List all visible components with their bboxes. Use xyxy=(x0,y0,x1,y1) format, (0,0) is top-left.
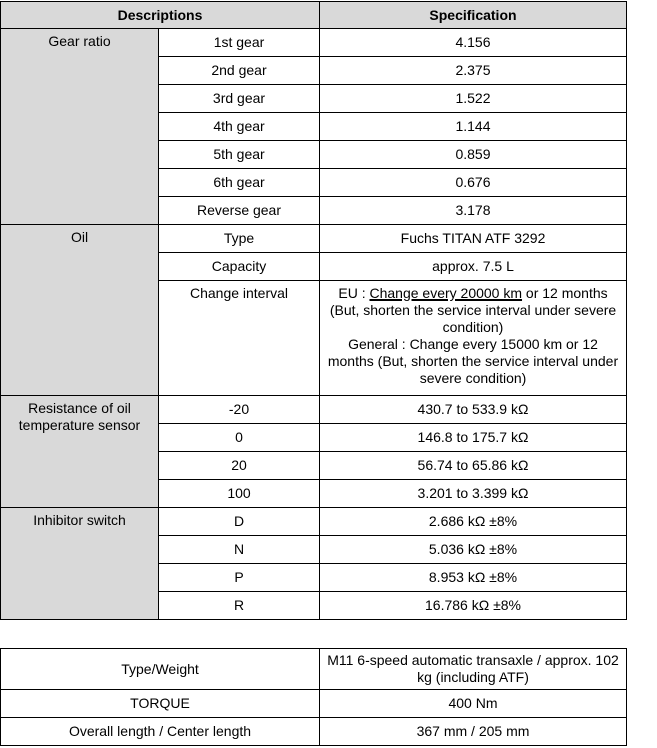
item-cell: Type xyxy=(159,225,320,253)
spec-cell: 400 Nm xyxy=(320,690,627,718)
table-row xyxy=(1,649,627,690)
spec-cell: 3.178 xyxy=(320,197,627,225)
category-oil: Oil xyxy=(1,225,159,396)
spec-cell: 367 mm / 205 mm xyxy=(320,718,627,746)
spec-cell: 56.74 to 65.86 kΩ xyxy=(320,452,627,480)
item-cell: Capacity xyxy=(159,253,320,281)
interval-general: General : Change every 15000 km or 12 months (But, shorten the service interval under severe condition) xyxy=(327,336,619,386)
interval-eu-note: (But, shorten the service interval under severe condition) xyxy=(329,302,617,335)
spec-cell: 146.8 to 175.7 kΩ xyxy=(320,424,627,452)
item-cell: 2nd gear xyxy=(159,57,320,85)
spec-cell: 0.859 xyxy=(320,141,627,169)
table-row xyxy=(1,718,627,746)
spec-cell: 1.522 xyxy=(320,85,627,113)
spec-cell: 2.686 kΩ ±8% xyxy=(320,508,627,536)
spec-cell: 2.375 xyxy=(320,57,627,85)
category-inhibitor: Inhibitor switch xyxy=(1,508,159,620)
interval-eu-prefix: EU : xyxy=(338,285,370,301)
item-cell: D xyxy=(159,508,320,536)
spec-cell: Fuchs TITAN ATF 3292 xyxy=(320,225,627,253)
transaxle-table xyxy=(0,648,627,746)
item-cell: Reverse gear xyxy=(159,197,320,225)
item-cell: 20 xyxy=(159,452,320,480)
item-cell: N xyxy=(159,536,320,564)
interval-eu-rest: or 12 months xyxy=(522,285,608,301)
item-cell: 4th gear xyxy=(159,113,320,141)
header-specification: Specification xyxy=(320,2,627,29)
table-row xyxy=(1,29,627,57)
spec-cell: 8.953 kΩ ±8% xyxy=(320,564,627,592)
item-cell: Overall length / Center length xyxy=(1,718,320,746)
spec-cell: 4.156 xyxy=(320,29,627,57)
specification-table xyxy=(0,1,627,620)
spec-cell: 16.786 kΩ ±8% xyxy=(320,592,627,620)
category-sensor: Resistance of oil temperature sensor xyxy=(1,396,159,508)
category-gear-ratio: Gear ratio xyxy=(1,29,159,225)
spec-cell: 0.676 xyxy=(320,169,627,197)
table-row xyxy=(1,396,627,424)
item-cell: TORQUE xyxy=(1,690,320,718)
item-cell: P xyxy=(159,564,320,592)
item-cell: 6th gear xyxy=(159,169,320,197)
item-cell: 0 xyxy=(159,424,320,452)
spec-cell: M11 6-speed automatic transaxle / approx. 102 kg (including ATF) xyxy=(320,649,627,690)
change-interval-spec xyxy=(320,281,627,396)
spec-cell: 5.036 kΩ ±8% xyxy=(320,536,627,564)
item-cell: 3rd gear xyxy=(159,85,320,113)
item-cell: R xyxy=(159,592,320,620)
item-cell: 100 xyxy=(159,480,320,508)
spec-cell: 430.7 to 533.9 kΩ xyxy=(320,396,627,424)
table-header-row xyxy=(1,2,627,29)
interval-eu-underlined: Change every 20000 km xyxy=(369,285,523,301)
interval-eu-line xyxy=(324,285,622,302)
spec-cell: approx. 7.5 L xyxy=(320,253,627,281)
spec-cell: 3.201 to 3.399 kΩ xyxy=(320,480,627,508)
item-cell: 1st gear xyxy=(159,29,320,57)
item-cell: -20 xyxy=(159,396,320,424)
item-cell: 5th gear xyxy=(159,141,320,169)
item-cell: Change interval xyxy=(159,281,320,396)
spec-cell: 1.144 xyxy=(320,113,627,141)
header-descriptions: Descriptions xyxy=(1,2,320,29)
item-cell: Type/Weight xyxy=(1,649,320,690)
table-row xyxy=(1,508,627,536)
table-row xyxy=(1,225,627,253)
table-row xyxy=(1,690,627,718)
